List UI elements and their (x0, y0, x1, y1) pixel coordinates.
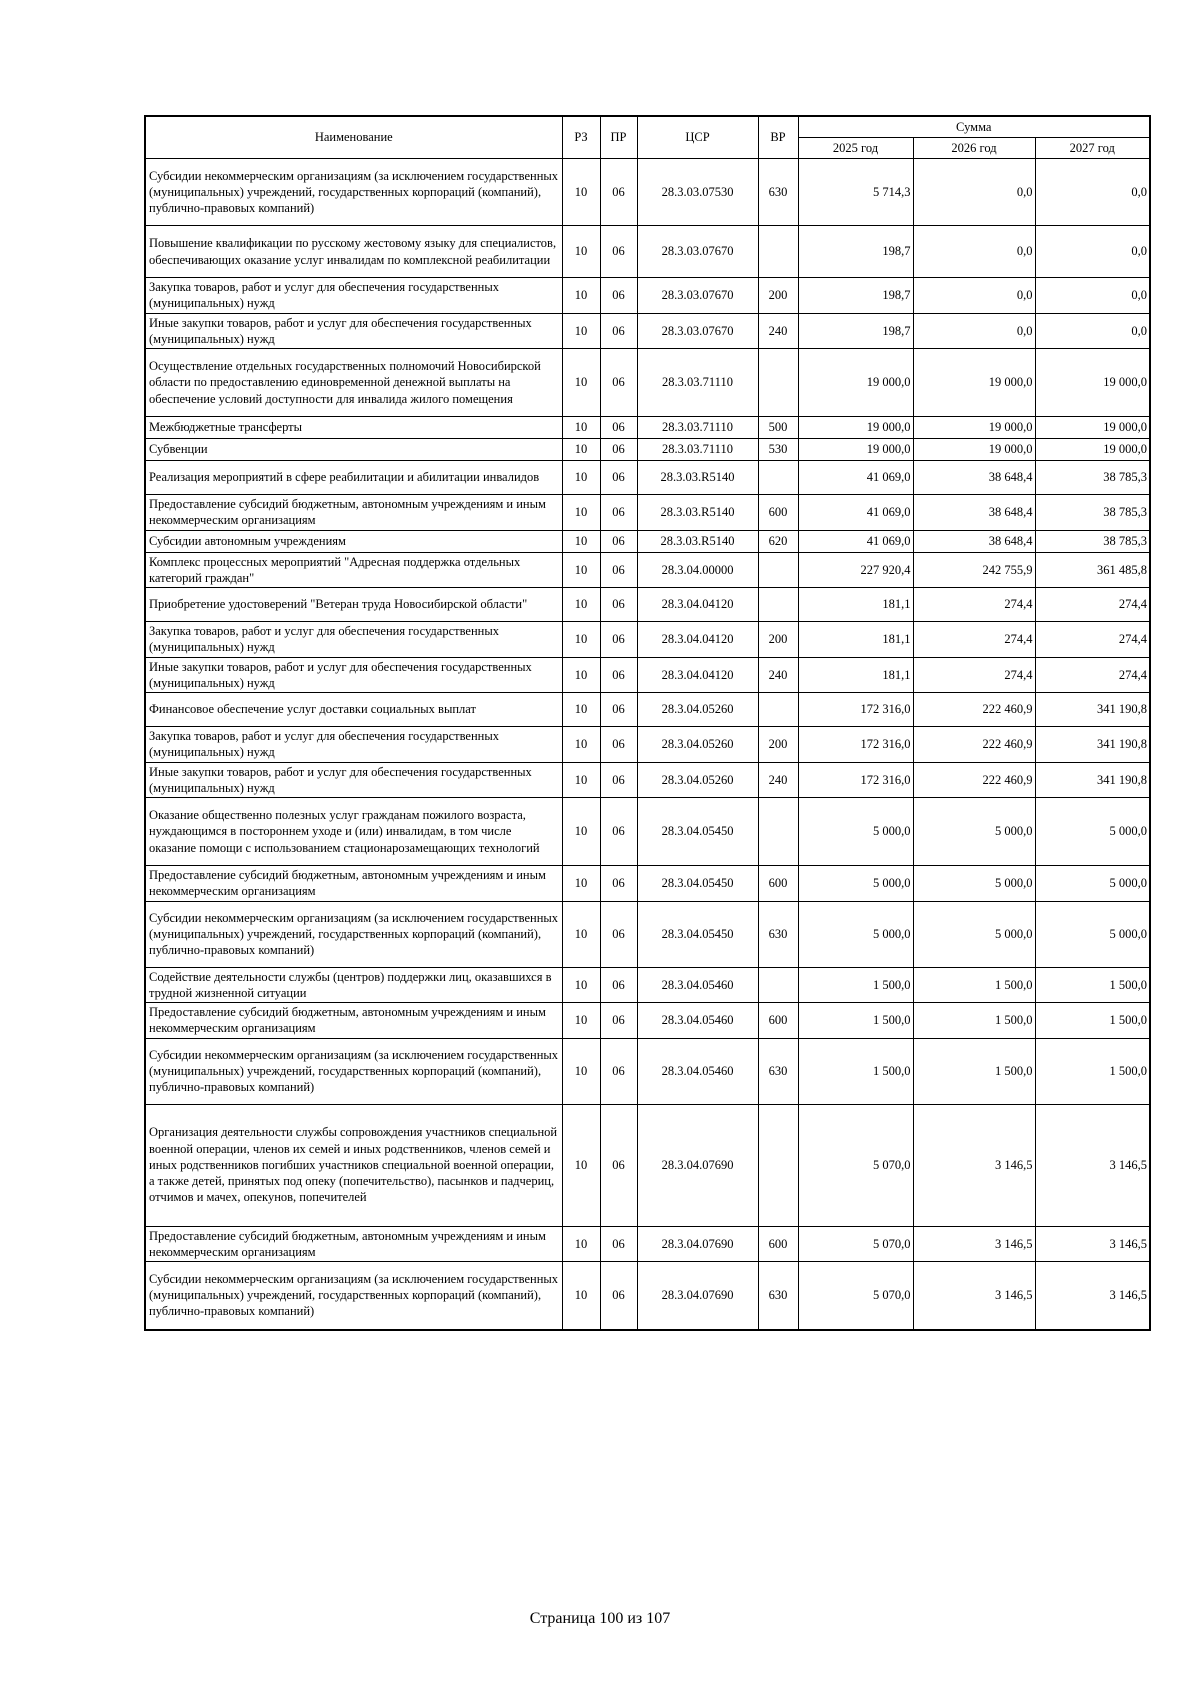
cell-2027: 5 000,0 (1035, 798, 1150, 866)
cell-vr: 600 (758, 1226, 798, 1262)
cell-2026: 5 000,0 (913, 798, 1035, 866)
cell-rz: 10 (562, 417, 600, 439)
cell-rz: 10 (562, 159, 600, 226)
cell-csr: 28.3.03.R5140 (637, 461, 758, 495)
cell-name: Финансовое обеспечение услуг доставки социальных выплат (145, 693, 562, 727)
cell-name: Субсидии автономным учреждениям (145, 530, 562, 552)
cell-2027: 1 500,0 (1035, 967, 1150, 1003)
cell-vr (758, 1104, 798, 1226)
cell-2025: 181,1 (798, 657, 913, 693)
cell-2025: 41 069,0 (798, 461, 913, 495)
table-row (145, 1104, 1150, 1226)
table-row (145, 866, 1150, 902)
cell-csr: 28.3.03.07670 (637, 278, 758, 314)
cell-2027: 3 146,5 (1035, 1226, 1150, 1262)
cell-vr (758, 588, 798, 622)
cell-2025: 41 069,0 (798, 495, 913, 531)
cell-name: Иные закупки товаров, работ и услуг для обеспечения государственных (муниципальных) нужд (145, 762, 562, 798)
cell-2027: 38 785,3 (1035, 495, 1150, 531)
cell-2026: 274,4 (913, 622, 1035, 658)
cell-rz: 10 (562, 313, 600, 349)
cell-2026: 19 000,0 (913, 439, 1035, 461)
cell-pr: 06 (600, 313, 637, 349)
table-row (145, 1038, 1150, 1104)
cell-pr: 06 (600, 1104, 637, 1226)
table-row (145, 461, 1150, 495)
cell-vr: 240 (758, 657, 798, 693)
cell-2027: 341 190,8 (1035, 762, 1150, 798)
cell-2025: 172 316,0 (798, 727, 913, 763)
cell-2026: 0,0 (913, 313, 1035, 349)
cell-vr: 200 (758, 622, 798, 658)
cell-2027: 0,0 (1035, 159, 1150, 226)
cell-name: Субвенции (145, 439, 562, 461)
table-row (145, 349, 1150, 417)
cell-2025: 19 000,0 (798, 439, 913, 461)
table-row (145, 727, 1150, 763)
cell-pr: 06 (600, 693, 637, 727)
cell-2025: 19 000,0 (798, 349, 913, 417)
cell-2027: 5 000,0 (1035, 901, 1150, 967)
cell-vr (758, 552, 798, 588)
table-row (145, 495, 1150, 531)
cell-rz: 10 (562, 349, 600, 417)
cell-2025: 5 000,0 (798, 901, 913, 967)
cell-rz: 10 (562, 278, 600, 314)
cell-rz: 10 (562, 461, 600, 495)
cell-name: Субсидии некоммерческим организациям (за исключением государственных (муниципальных) учреждений, государственных корпораций (компаний), публично-правовых компаний) (145, 1038, 562, 1104)
table-row (145, 657, 1150, 693)
cell-pr: 06 (600, 1038, 637, 1104)
cell-name: Межбюджетные трансферты (145, 417, 562, 439)
cell-2025: 5 070,0 (798, 1104, 913, 1226)
cell-rz: 10 (562, 901, 600, 967)
cell-csr: 28.3.04.07690 (637, 1104, 758, 1226)
cell-pr: 06 (600, 278, 637, 314)
cell-csr: 28.3.04.05450 (637, 901, 758, 967)
table-row (145, 530, 1150, 552)
cell-2025: 198,7 (798, 313, 913, 349)
cell-2025: 1 500,0 (798, 1003, 913, 1039)
cell-2027: 3 146,5 (1035, 1104, 1150, 1226)
cell-rz: 10 (562, 762, 600, 798)
cell-vr: 630 (758, 1038, 798, 1104)
cell-2027: 274,4 (1035, 657, 1150, 693)
table-row (145, 693, 1150, 727)
cell-rz: 10 (562, 552, 600, 588)
header-2027: 2027 год (1035, 138, 1150, 159)
cell-2026: 3 146,5 (913, 1226, 1035, 1262)
page-number: Страница 100 из 107 (529, 1610, 671, 1627)
table-row (145, 439, 1150, 461)
cell-vr (758, 967, 798, 1003)
table-row (145, 1003, 1150, 1039)
cell-vr: 600 (758, 1003, 798, 1039)
cell-vr: 200 (758, 727, 798, 763)
cell-vr (758, 349, 798, 417)
cell-2027: 1 500,0 (1035, 1003, 1150, 1039)
cell-2026: 0,0 (913, 226, 1035, 278)
cell-pr: 06 (600, 901, 637, 967)
cell-csr: 28.3.04.07690 (637, 1262, 758, 1330)
budget-table (144, 115, 1151, 1331)
cell-pr: 06 (600, 657, 637, 693)
cell-csr: 28.3.04.04120 (637, 588, 758, 622)
cell-csr: 28.3.04.07690 (637, 1226, 758, 1262)
header-2026: 2026 год (913, 138, 1035, 159)
cell-csr: 28.3.03.71110 (637, 349, 758, 417)
cell-rz: 10 (562, 1226, 600, 1262)
cell-pr: 06 (600, 967, 637, 1003)
cell-csr: 28.3.04.05450 (637, 798, 758, 866)
cell-pr: 06 (600, 417, 637, 439)
cell-name: Субсидии некоммерческим организациям (за исключением государственных (муниципальных) учреждений, государственных корпораций (компаний), публично-правовых компаний) (145, 159, 562, 226)
cell-pr: 06 (600, 798, 637, 866)
cell-name: Закупка товаров, работ и услуг для обеспечения государственных (муниципальных) нужд (145, 622, 562, 658)
header-2025: 2025 год (798, 138, 913, 159)
cell-2025: 19 000,0 (798, 417, 913, 439)
cell-2025: 5 070,0 (798, 1226, 913, 1262)
cell-2027: 0,0 (1035, 226, 1150, 278)
cell-csr: 28.3.04.05460 (637, 1038, 758, 1104)
cell-pr: 06 (600, 727, 637, 763)
cell-name: Предоставление субсидий бюджетным, автономным учреждениям и иным некоммерческим организациям (145, 495, 562, 531)
cell-2026: 1 500,0 (913, 1003, 1035, 1039)
cell-csr: 28.3.03.71110 (637, 439, 758, 461)
cell-pr: 06 (600, 1003, 637, 1039)
cell-csr: 28.3.04.00000 (637, 552, 758, 588)
cell-vr: 600 (758, 495, 798, 531)
cell-rz: 10 (562, 798, 600, 866)
cell-rz: 10 (562, 1104, 600, 1226)
cell-2026: 38 648,4 (913, 530, 1035, 552)
cell-pr: 06 (600, 588, 637, 622)
cell-vr: 600 (758, 866, 798, 902)
table-row (145, 622, 1150, 658)
cell-name: Содействие деятельности службы (центров) поддержки лиц, оказавшихся в трудной жизненной ситуации (145, 967, 562, 1003)
cell-2026: 3 146,5 (913, 1262, 1035, 1330)
table-row (145, 278, 1150, 314)
cell-2027: 3 146,5 (1035, 1262, 1150, 1330)
cell-2025: 181,1 (798, 622, 913, 658)
cell-2027: 361 485,8 (1035, 552, 1150, 588)
cell-csr: 28.3.04.05450 (637, 866, 758, 902)
cell-pr: 06 (600, 226, 637, 278)
cell-vr: 240 (758, 313, 798, 349)
cell-csr: 28.3.03.R5140 (637, 495, 758, 531)
cell-name: Предоставление субсидий бюджетным, автономным учреждениям и иным некоммерческим организациям (145, 1226, 562, 1262)
table-row (145, 901, 1150, 967)
cell-2025: 1 500,0 (798, 967, 913, 1003)
cell-2026: 38 648,4 (913, 495, 1035, 531)
cell-2025: 1 500,0 (798, 1038, 913, 1104)
cell-name: Иные закупки товаров, работ и услуг для обеспечения государственных (муниципальных) нужд (145, 657, 562, 693)
cell-2025: 41 069,0 (798, 530, 913, 552)
cell-name: Предоставление субсидий бюджетным, автономным учреждениям и иным некоммерческим организациям (145, 1003, 562, 1039)
cell-pr: 06 (600, 349, 637, 417)
cell-2026: 222 460,9 (913, 693, 1035, 727)
cell-rz: 10 (562, 1262, 600, 1330)
cell-name: Приобретение удостоверений "Ветеран труда Новосибирской области" (145, 588, 562, 622)
cell-pr: 06 (600, 439, 637, 461)
cell-pr: 06 (600, 495, 637, 531)
cell-csr: 28.3.04.05460 (637, 967, 758, 1003)
cell-2026: 3 146,5 (913, 1104, 1035, 1226)
cell-rz: 10 (562, 622, 600, 658)
cell-2026: 0,0 (913, 278, 1035, 314)
cell-name: Иные закупки товаров, работ и услуг для обеспечения государственных (муниципальных) нужд (145, 313, 562, 349)
cell-2027: 38 785,3 (1035, 461, 1150, 495)
cell-csr: 28.3.04.04120 (637, 657, 758, 693)
cell-vr (758, 461, 798, 495)
table-row (145, 226, 1150, 278)
cell-2026: 0,0 (913, 159, 1035, 226)
cell-2027: 1 500,0 (1035, 1038, 1150, 1104)
cell-2025: 5 714,3 (798, 159, 913, 226)
cell-2026: 5 000,0 (913, 901, 1035, 967)
cell-vr (758, 693, 798, 727)
cell-pr: 06 (600, 1226, 637, 1262)
cell-2025: 5 070,0 (798, 1262, 913, 1330)
cell-2027: 341 190,8 (1035, 693, 1150, 727)
cell-name: Оказание общественно полезных услуг гражданам пожилого возраста, нуждающимся в постороннем уходе и (или) инвалидам, в том числе оказание помощи с использованием стационарозамещающих технологий (145, 798, 562, 866)
table-row (145, 552, 1150, 588)
cell-rz: 10 (562, 1038, 600, 1104)
cell-rz: 10 (562, 693, 600, 727)
cell-vr: 630 (758, 1262, 798, 1330)
cell-2026: 274,4 (913, 657, 1035, 693)
cell-2027: 341 190,8 (1035, 727, 1150, 763)
cell-2025: 227 920,4 (798, 552, 913, 588)
cell-2025: 181,1 (798, 588, 913, 622)
cell-csr: 28.3.03.R5140 (637, 530, 758, 552)
cell-rz: 10 (562, 588, 600, 622)
cell-2026: 19 000,0 (913, 417, 1035, 439)
cell-rz: 10 (562, 495, 600, 531)
cell-2025: 172 316,0 (798, 762, 913, 798)
cell-2027: 38 785,3 (1035, 530, 1150, 552)
cell-csr: 28.3.03.07670 (637, 226, 758, 278)
cell-name: Комплекс процессных мероприятий "Адресная поддержка отдельных категорий граждан" (145, 552, 562, 588)
cell-vr (758, 226, 798, 278)
cell-csr: 28.3.03.07670 (637, 313, 758, 349)
cell-vr: 630 (758, 159, 798, 226)
cell-rz: 10 (562, 727, 600, 763)
cell-pr: 06 (600, 461, 637, 495)
cell-2025: 198,7 (798, 278, 913, 314)
header-rz: РЗ (562, 116, 600, 159)
cell-2025: 198,7 (798, 226, 913, 278)
cell-name: Закупка товаров, работ и услуг для обеспечения государственных (муниципальных) нужд (145, 278, 562, 314)
cell-vr: 240 (758, 762, 798, 798)
cell-pr: 06 (600, 552, 637, 588)
table-row (145, 417, 1150, 439)
cell-2026: 274,4 (913, 588, 1035, 622)
cell-2027: 19 000,0 (1035, 417, 1150, 439)
cell-rz: 10 (562, 439, 600, 461)
header-vr: ВР (758, 116, 798, 159)
cell-2026: 222 460,9 (913, 727, 1035, 763)
cell-csr: 28.3.04.04120 (637, 622, 758, 658)
cell-name: Закупка товаров, работ и услуг для обеспечения государственных (муниципальных) нужд (145, 727, 562, 763)
cell-2027: 19 000,0 (1035, 439, 1150, 461)
cell-2026: 5 000,0 (913, 866, 1035, 902)
table-row (145, 1226, 1150, 1262)
cell-csr: 28.3.04.05260 (637, 727, 758, 763)
cell-2027: 0,0 (1035, 278, 1150, 314)
cell-name: Осуществление отдельных государственных полномочий Новосибирской области по предоставлению единовременной денежной выплаты на обеспечение условий доступности для инвалида жилого помещения (145, 349, 562, 417)
cell-csr: 28.3.04.05260 (637, 693, 758, 727)
cell-2027: 274,4 (1035, 588, 1150, 622)
cell-pr: 06 (600, 622, 637, 658)
cell-name: Субсидии некоммерческим организациям (за исключением государственных (муниципальных) учреждений, государственных корпораций (компаний), публично-правовых компаний) (145, 901, 562, 967)
table-row (145, 588, 1150, 622)
cell-vr: 500 (758, 417, 798, 439)
table-row (145, 313, 1150, 349)
cell-2027: 19 000,0 (1035, 349, 1150, 417)
cell-2025: 5 000,0 (798, 798, 913, 866)
cell-pr: 06 (600, 159, 637, 226)
table-row (145, 798, 1150, 866)
cell-rz: 10 (562, 530, 600, 552)
cell-vr (758, 798, 798, 866)
table-row (145, 967, 1150, 1003)
cell-2026: 19 000,0 (913, 349, 1035, 417)
cell-name: Реализация мероприятий в сфере реабилитации и абилитации инвалидов (145, 461, 562, 495)
cell-2025: 5 000,0 (798, 866, 913, 902)
cell-2026: 38 648,4 (913, 461, 1035, 495)
cell-2026: 1 500,0 (913, 1038, 1035, 1104)
cell-vr: 630 (758, 901, 798, 967)
cell-2026: 242 755,9 (913, 552, 1035, 588)
header-pr: ПР (600, 116, 637, 159)
cell-vr: 200 (758, 278, 798, 314)
cell-csr: 28.3.03.07530 (637, 159, 758, 226)
cell-pr: 06 (600, 530, 637, 552)
cell-2025: 172 316,0 (798, 693, 913, 727)
cell-pr: 06 (600, 762, 637, 798)
cell-rz: 10 (562, 657, 600, 693)
cell-pr: 06 (600, 866, 637, 902)
header-sum: Сумма (798, 116, 1150, 138)
cell-rz: 10 (562, 226, 600, 278)
table-body (145, 159, 1150, 1330)
cell-rz: 10 (562, 1003, 600, 1039)
cell-2027: 274,4 (1035, 622, 1150, 658)
table-header (145, 116, 1150, 159)
cell-name: Предоставление субсидий бюджетным, автономным учреждениям и иным некоммерческим организациям (145, 866, 562, 902)
cell-rz: 10 (562, 866, 600, 902)
cell-2026: 222 460,9 (913, 762, 1035, 798)
cell-name: Повышение квалификации по русскому жестовому языку для специалистов, обеспечивающих оказание услуг инвалидам по комплексной реабилитации (145, 226, 562, 278)
header-csr: ЦСР (637, 116, 758, 159)
cell-vr: 530 (758, 439, 798, 461)
cell-csr: 28.3.04.05260 (637, 762, 758, 798)
cell-2026: 1 500,0 (913, 967, 1035, 1003)
cell-name: Организация деятельности службы сопровождения участников специальной военной операции, членов их семей и иных родственников, членов семей и иных родственников погибших участников специальной военной операции, а также детей, принятых под опеку (попечительство), пасынков и падчериц, отчимов и мачех, опекунов, попечителей (145, 1104, 562, 1226)
cell-vr: 620 (758, 530, 798, 552)
table-row (145, 762, 1150, 798)
cell-pr: 06 (600, 1262, 637, 1330)
header-name: Наименование (145, 116, 562, 159)
cell-2027: 5 000,0 (1035, 866, 1150, 902)
cell-csr: 28.3.04.05460 (637, 1003, 758, 1039)
cell-name: Субсидии некоммерческим организациям (за исключением государственных (муниципальных) учреждений, государственных корпораций (компаний), публично-правовых компаний) (145, 1262, 562, 1330)
table-row (145, 159, 1150, 226)
cell-rz: 10 (562, 967, 600, 1003)
cell-2027: 0,0 (1035, 313, 1150, 349)
table-row (145, 1262, 1150, 1330)
cell-csr: 28.3.03.71110 (637, 417, 758, 439)
